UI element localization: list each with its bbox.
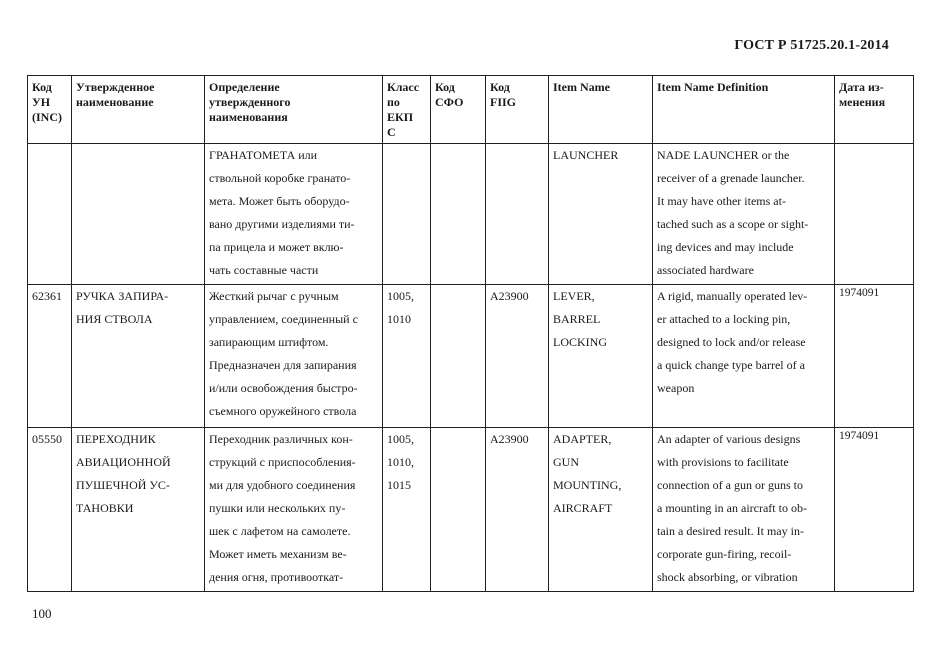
cell-item-name: ADAPTER, GUN MOUNTING, AIRCRAFT — [549, 428, 653, 592]
table-header-row — [28, 76, 914, 144]
table-row — [28, 144, 914, 285]
cell-approved-name: РУЧКА ЗАПИРА- НИЯ СТВОЛА — [72, 285, 205, 428]
cell-date: 1974091 — [835, 428, 914, 592]
cell-approved-name — [72, 144, 205, 285]
cell-class: 1005, 1010 — [383, 285, 431, 428]
cell-date: 1974091 — [835, 285, 914, 428]
cell-fiig — [486, 144, 549, 285]
cell-fiig: A23900 — [486, 285, 549, 428]
cell-sfo — [431, 285, 486, 428]
cell-item-name: LAUNCHER — [549, 144, 653, 285]
cell-inc: 05550 — [28, 428, 72, 592]
cell-definition: Переходник различных кон- струкций с приспособления- ми для удобного соединения пушки или нескольких пу- шек с лафетом на самолете. Может иметь механизм ве- дения огня, противооткат- — [205, 428, 383, 592]
header-date: Дата из- менения — [835, 76, 914, 144]
cell-class: 1005, 1010, 1015 — [383, 428, 431, 592]
header-definition: Определение утвержденного наименования — [205, 76, 383, 144]
cell-sfo — [431, 428, 486, 592]
cell-inc: 62361 — [28, 285, 72, 428]
cell-definition: ГРАНАТОМЕТА или ствольной коробке гранато- мета. Может быть оборудо- вано другими изделиями ти- па прицела и может вклю- чать составные части — [205, 144, 383, 285]
cell-item-definition: A rigid, manually operated lev- er attached to a locking pin, designed to lock and/or release a quick change type barrel of a weapon — [653, 285, 835, 428]
header-inc: Код УН (INC) — [28, 76, 72, 144]
cell-fiig: A23900 — [486, 428, 549, 592]
cell-inc — [28, 144, 72, 285]
header-item-name: Item Name — [549, 76, 653, 144]
header-sfo: Код СФО — [431, 76, 486, 144]
document-title: ГОСТ Р 51725.20.1-2014 — [734, 38, 889, 53]
header-fiig: Код FIIG — [486, 76, 549, 144]
cell-class — [383, 144, 431, 285]
header-class: Класс по ЕКП С — [383, 76, 431, 144]
table-row — [28, 285, 914, 428]
cell-definition: Жесткий рычаг с ручным управлением, соединенный с запирающим штифтом. Предназначен для запирания и/или освобождения быстро- съемного оружейного ствола — [205, 285, 383, 428]
cell-date — [835, 144, 914, 285]
specification-table — [27, 75, 914, 592]
header-approved-name: Утвержденное наименование — [72, 76, 205, 144]
page-number: 100 — [32, 606, 52, 621]
cell-approved-name: ПЕРЕХОДНИК АВИАЦИОННОЙ ПУШЕЧНОЙ УС- ТАНОВКИ — [72, 428, 205, 592]
cell-item-definition: NADE LAUNCHER or the receiver of a grenade launcher. It may have other items at- tached such as a scope or sight- ing devices and may include associated hardware — [653, 144, 835, 285]
table-row — [28, 428, 914, 592]
header-item-definition: Item Name Definition — [653, 76, 835, 144]
cell-sfo — [431, 144, 486, 285]
cell-item-name: LEVER, BARREL LOCKING — [549, 285, 653, 428]
cell-item-definition: An adapter of various designs with provisions to facilitate connection of a gun or guns to a mounting in an aircraft to ob- tain a desired result. It may in- corporate gun-firing, recoil- shock absorbing, or vibration — [653, 428, 835, 592]
